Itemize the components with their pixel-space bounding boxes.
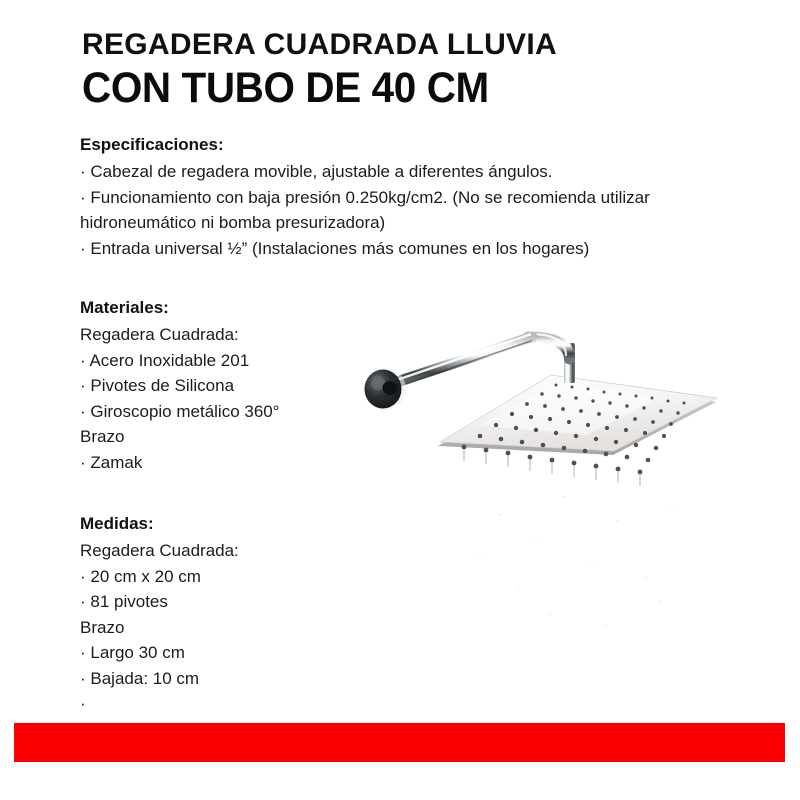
product-image-shower-head (360, 325, 760, 725)
measure-item: · 20 cm x 20 cm (80, 566, 201, 586)
shower-arm-icon (388, 335, 532, 390)
wall-flange-icon (364, 368, 406, 410)
spec-item: · Cabezal de regadera movible, ajustable a diferentes ángulos. (80, 162, 553, 181)
measure-item: · Bajada: 10 cm (80, 668, 200, 688)
spec-item: · Funcionamiento con baja presión 0.250kg/cm2. (No se recomienda utilizar hidroneumático ni bomba presurizadora) (80, 187, 650, 232)
measure-item: Brazo (80, 617, 125, 637)
material-item: · Zamak (80, 452, 143, 472)
measure-item: · Largo 30 cm (80, 643, 185, 662)
material-item: Regadera Cuadrada: (80, 325, 239, 344)
shower-head-icon (438, 375, 717, 486)
measure-item: Regadera Cuadrada: (80, 541, 239, 560)
section-especificaciones (80, 133, 760, 261)
material-item: · Pivotes de Silicona (80, 376, 235, 395)
section-heading-especificaciones: Especificaciones: (80, 135, 224, 154)
measure-item: · 81 pivotes (80, 592, 168, 611)
bottom-accent-bar (14, 723, 785, 762)
section-heading-materiales: Materiales: (80, 298, 169, 317)
section-heading-medidas: Medidas: (80, 514, 154, 533)
material-item: · Giroscopio metálico 360° (80, 401, 280, 421)
spec-item: · Entrada universal ½” (Instalaciones más comunes en los hogares) (80, 238, 590, 258)
page-title-line-2: CON TUBO DE 40 CM (82, 64, 489, 112)
material-item: Brazo (80, 427, 125, 446)
page-title-line-1: REGADERA CUADRADA LLUVIA (82, 28, 557, 61)
material-item: · Acero Inoxidable 201 (80, 350, 250, 370)
measure-item: · (80, 694, 86, 713)
section-medidas (80, 512, 400, 717)
page-title (82, 28, 782, 112)
